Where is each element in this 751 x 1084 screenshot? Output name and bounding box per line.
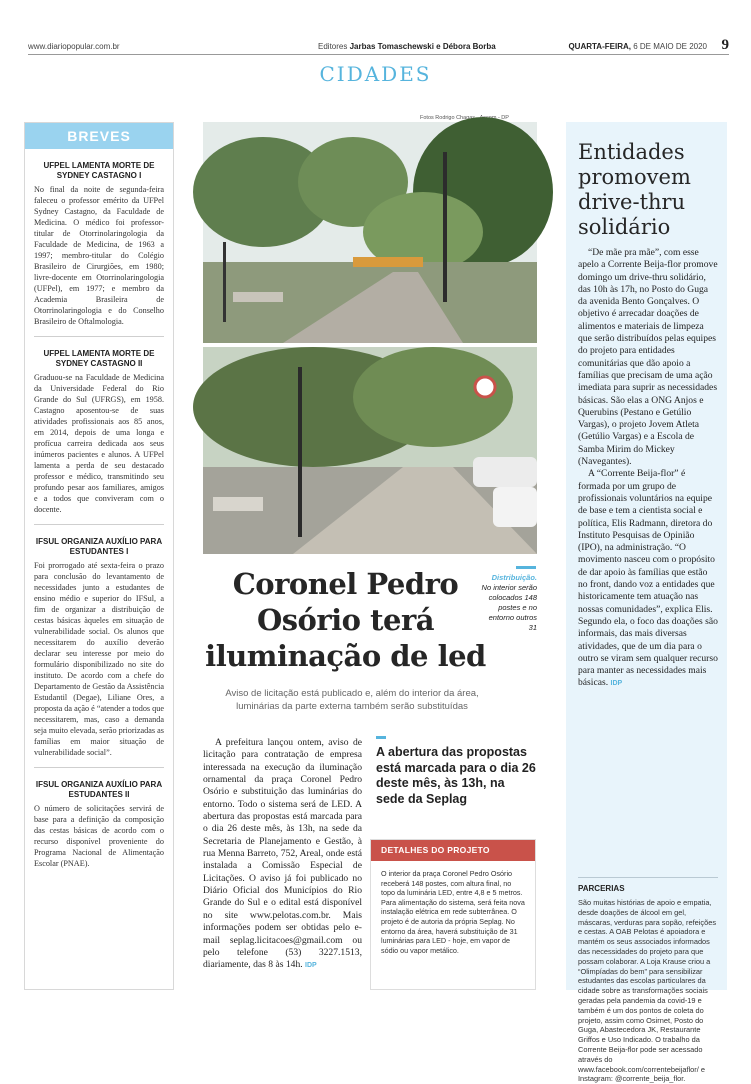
brief-title: UFPEL LAMENTA MORTE DE SYDNEY CASTAGNO II [43,349,155,368]
divider [578,877,718,878]
issue-date [568,42,707,51]
right-headline: Entidades promovem drive-thru solidário [578,140,691,239]
right-column [566,122,727,1084]
right-body [578,247,718,691]
right-paragraph [578,468,718,690]
brief-text: No final da noite de segunda-feira faleceu o professor emérito da UFPel Sydney Castagno, da Faculdade de Medicina. O médico foi professor-titular de Otorrinolaringologia da Faculdade de Medicina, de 1963 a 1997; membro-titular do Colégio Brasileiro de Cirurgiões, em 1980; livre-docente em Otorrinolaringologia (UFPel), em 1977; e membro da Academia Brasileira de Otorrinolaringologia e do Conselho Brasileiro de Oftalmologia. [34,185,164,326]
brief-title: IFSUL ORGANIZA AUXÍLIO PARA ESTUDANTES I [35,537,163,556]
photo-caption [480,573,537,633]
section-title: CIDADES [319,62,432,86]
brief-text: O número de solicitações servirá de base para a definição da composição das cestas básicas de acordo com o recurso disponível proveniente do Programa Nacional de Alimentação Escolar (PNAE). [34,804,164,868]
brief-title: IFSUL ORGANIZA AUXÍLIO PARA ESTUDANTES II [35,780,163,799]
subtitle: Aviso de licitação está publicado e, além do interior da área, luminárias da parte externa também serão substituídas [225,688,479,712]
brief-title: UFPEL LAMENTA MORTE DE SYDNEY CASTAGNO I [43,161,155,180]
editors-names: Jarbas Tomaschewski e Débora Borba [349,42,496,51]
project-details-text: O interior da praça Coronel Pedro Osório receberá 148 postes, com altura final, no topo da luminária LED, entre 4,8 e 5 metros. Para alimentação do sistema, será feita nova instalação elétrica em rede subterrânea. O projeto é de autoria da própria Seplag. No entorno da área, haverá substituição de 31 luminárias para LED - hoje, em vapor de sódio ou vapor metálico. [381,869,525,955]
brief-text: Graduou-se na Faculdade de Medicina da Universidade Federal do Rio Grande do Sul (UFRGS), em 1958. Castagno aposentou-se de suas atividades profissionais aos 85 anos, em 2014, depois de uma longa e profícua carreira dedicada aos seus inúmeros pacientes e alunos. A UFPel lamenta a perda de seu destacado professor e médico, transmitindo seu profundo pesar aos familiares, amigos e a todos que conviveram com o docente. [34,373,164,514]
brief-item [25,780,173,869]
project-details-box [370,839,536,990]
brief-text: Foi prorrogado até sexta-feira o prazo para conclusão do levantamento de necessidades junto a estudantes de ensino médio e superior do IFSul, a fim de organizar a distribuição de cestas básicas àqueles em situação de vulnerabilidade social. Os alunos que necessitarem do auxílio deverão declarar seu interesse por meio do formulário disponibilizado no site do instituto. De acordo com a chefe do Departamento de Gestão da Assistência Estudantil (Degae), Liliane Ores, a proposta da ação é “atender a todos que necessitarem, mas, caso a demanda seja muito elevada, serão priorizadas as famílias em maior situação de vulnerabilidade social”. [34,561,164,757]
parcerias-text: São muitas histórias de apoio e empatia, desde doações de álcool em gel, máscaras, verduras para sopão, refeições e cestas. A OAB Pelotas é apoiadora e mantém os seus associados informados das necessidades do projeto para que possam colaborar. A Loja Krause criou a “Olimpíadas do bem” para sensibilizar estudantes das escolas particulares da cidade sobre as transformações sociais geradas pela pandemia da covid-19 e também é um dos pontos de coleta do projeto, assim como Osirnet, Posto do Guga, Abastecedora JK, Restaurante Griffos e Uso Indicado. O trabalho da Corrente Beija-flor pode ser acessado através do www.facebook.com/correntebeijaflor/ e Instagram: @corrente_beija_flor. [578,898,717,1084]
breves-title: BREVES [25,123,173,149]
photo-credit: Fotos Rodrigo Chagas - Ascom - DP [420,115,509,121]
brief-item [25,349,173,515]
right-paragraph-text: A “Corrente Beija-flor” é formada por um grupo de profissionais voluntários na equipe de base e tem a cientista social e política, Elis Radmann, diretora do Instituto Pesquisas de Opinião (IPO), na administração. “O movimento nasceu com o propósito de dar apoio às famílias que estão no front, dando voz a entidades que historicamente tem atuação nas nossas comunidades”, explica Elis. Segundo ela, o foco das doações são informais, das mais diversas atividades, que de um dia para o outro se viram sem qualquer recurso para manter as necessidades mais básicas. [578,468,718,689]
divider [34,336,164,337]
street-illustration [203,347,537,554]
issue-date-rest: 6 DE MAIO DE 2020 [630,42,707,51]
caption-title: Distribuição. [491,573,537,582]
article-body [203,737,362,973]
caption-accent [516,566,536,569]
headline: Coronel Pedro Osório terá iluminação de led [205,567,486,673]
editors-label: Editores [318,42,348,51]
square-photo-top [203,122,537,343]
page-number: 9 [721,37,729,53]
breves-column [24,122,174,990]
header-rule [28,54,729,55]
page-header [28,38,729,54]
brief-item [25,537,173,758]
pull-quote-accent [376,736,386,739]
caption-text: No interior serão colocados 148 postes e no entorno outros 31 [481,583,537,632]
parcerias-title: PARCERIAS [578,884,625,893]
signature: IDP [610,680,623,688]
divider [34,524,164,525]
signature: IDP [305,962,317,970]
brief-item [25,161,173,327]
site-url: www.diariopopular.com.br [28,42,120,51]
project-details-title: DETALHES DO PROJETO [371,840,535,861]
square-photo-bottom [203,347,537,554]
article-body-text: A prefeitura lançou ontem, aviso de licitação para contratação de empresa interessada na execução da iluminação ornamental da praça Coronel Pedro Osório e substituição das luminárias do entorno. Todo o sistema será de LED. A abertura das propostas está marcada para o dia 26 deste mês, às 13h, na sede da Secretaria de Planejamento e Gestão, à rua Menna Barreto, 752, Areal, onde está instalada a Comissão Especial de Licitações. O aviso já foi publicado no Diário Oficial dos Municípios do Rio Grande do Sul e o edital está disponível no site www.pelotas.com.br. Mais informações podem ser obtidas pelo e-mail seplag.licitacoes@gmail.com ou pelo telefone (53) 3227.1513, diariamente, das 8 às 14h. [203,737,362,971]
issue-weekday: QUARTA-FEIRA, [568,42,631,51]
park-path-illustration [203,122,537,343]
divider [34,767,164,768]
editors [318,42,496,51]
pull-quote: A abertura das propostas está marcada para o dia 26 deste mês, às 13h, na sede da Seplag [376,745,536,806]
right-paragraph: “De mãe pra mãe”, com esse apelo a Corrente Beija-flor promove domingo um drive-thru solidário, das 10h às 17h, no Posto do Guga da avenida Bento Gonçalves. O objetivo é arrecadar doações de alimentos e materiais de limpeza que serão distribuídos pelas equipes do projeto para entidades comunitárias que dão apoio a famílias que precisam de uma ação imediata para suprir as necessidades básicas. São elas a ONG Anjos e Querubins (Pestano e Getúlio Vargas), o projeto Jovem Atleta (Getúlio Vargas) e a Escola de Samba Mirim do Mickey (Navegantes). [578,247,718,468]
